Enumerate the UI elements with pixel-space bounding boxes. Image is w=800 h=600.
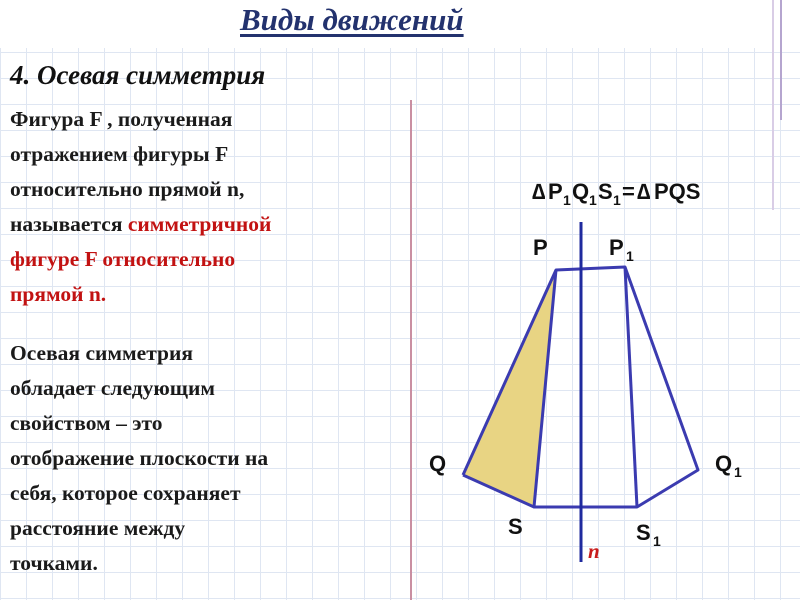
point-subscript: 1 <box>626 248 634 264</box>
triangle-pqs <box>463 270 556 507</box>
equation-point: P <box>548 179 563 204</box>
text-run: отражением фигуры F <box>10 142 229 166</box>
equation-point: S <box>598 179 613 204</box>
property-line: Осевая симметрия <box>10 341 194 365</box>
definition-line-highlight: фигуре F относительно <box>10 247 236 271</box>
equation-point: Q <box>572 179 590 204</box>
point-label-s: S <box>508 514 523 539</box>
segment-p1s1 <box>625 267 637 507</box>
point-label-q: Q <box>429 451 447 476</box>
text-run: относительно прямой n, <box>10 177 245 201</box>
point-subscript: 1 <box>734 464 742 480</box>
property-line: себя, которое сохраняет <box>10 481 241 505</box>
axis-label: n <box>588 539 600 563</box>
section-heading: 4. Осевая симметрия <box>10 60 266 90</box>
equation-right-side: PQS <box>654 179 701 204</box>
point-label-p: P <box>533 235 548 260</box>
equation-subscript: 1 <box>563 192 571 208</box>
equation-subscript: 1 <box>589 192 597 208</box>
highlighted-term: симметричной <box>127 212 272 236</box>
triangle-symbol-icon: ∆ <box>532 179 546 204</box>
text-run: называется <box>10 212 128 236</box>
point-subscript: 1 <box>653 533 661 549</box>
property-line: обладает следующим <box>10 376 215 400</box>
definition-line-highlight: прямой n. <box>10 282 107 306</box>
triangle-symbol-icon: ∆ <box>637 179 651 204</box>
property-line: расстояние между <box>10 516 186 540</box>
point-label-p1: P <box>609 235 624 260</box>
property-line: точками. <box>10 551 98 575</box>
equals-sign: = <box>622 179 635 204</box>
point-label-q1: Q <box>715 451 733 476</box>
slide-title: Виды движений <box>240 2 464 37</box>
property-line: отображение плоскости на <box>10 446 269 470</box>
text-run: Фигура F , полученная <box>10 107 233 131</box>
property-line: свойством – это <box>10 411 163 435</box>
equation-subscript: 1 <box>613 192 621 208</box>
point-label-s1: S <box>636 520 651 545</box>
